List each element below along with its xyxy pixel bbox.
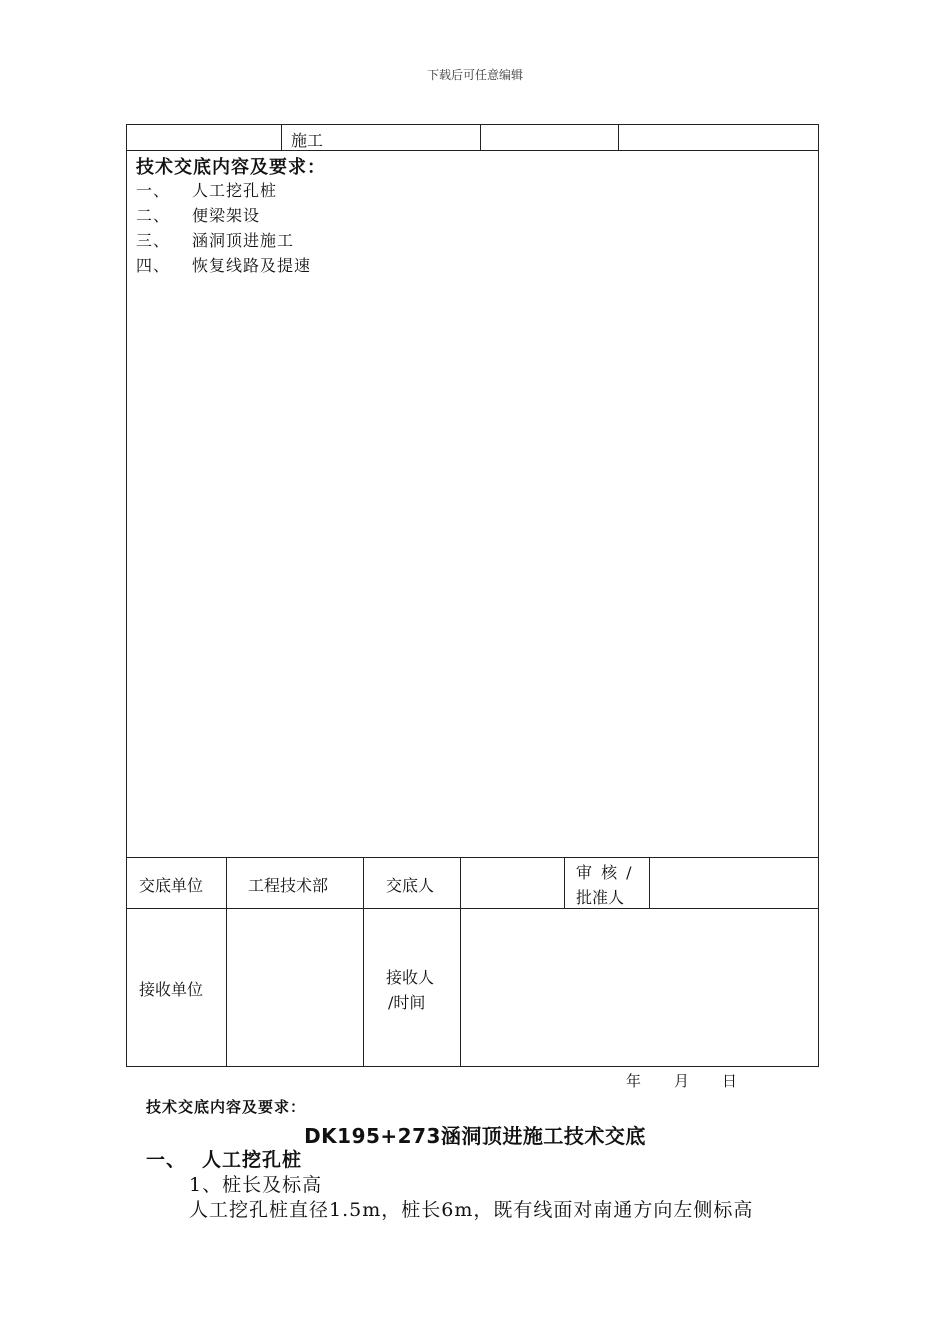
handover-unit-value: 工程技术部 xyxy=(248,876,329,895)
section-title: 人工挖孔桩 xyxy=(202,1149,303,1171)
requirements-title: 技术交底内容及要求： xyxy=(136,157,326,178)
approve-label-line2: 批准人 xyxy=(576,888,625,907)
document-title: DK195+273涵洞顶进施工技术交底 xyxy=(304,1124,646,1148)
date-year: 年 xyxy=(626,1072,642,1090)
receiver-label-line2: /时间 xyxy=(388,993,426,1012)
requirement-text: 涵洞顶进施工 xyxy=(192,231,295,250)
requirement-text: 恢复线路及提速 xyxy=(192,256,312,275)
requirement-number: 二、 xyxy=(136,206,171,225)
requirement-item xyxy=(136,228,294,251)
section-number: 一、 xyxy=(146,1149,187,1171)
requirement-item xyxy=(136,253,311,276)
receiver-label-line1: 接收人 xyxy=(386,968,435,987)
date-row xyxy=(626,1070,737,1091)
approve-label-line1: 审 核 / xyxy=(576,863,634,882)
requirement-number: 一、 xyxy=(136,181,171,200)
receive-unit-label: 接收单位 xyxy=(139,980,204,999)
section-heading xyxy=(146,1145,302,1172)
handover-person-label: 交底人 xyxy=(386,876,435,895)
date-day: 日 xyxy=(722,1072,738,1090)
requirement-item xyxy=(136,203,260,226)
body-paragraph: 人工挖孔桩直径1.5m，桩长6m，既有线面对南通方向左侧标高 xyxy=(189,1199,754,1221)
handover-unit-label: 交底单位 xyxy=(139,876,204,895)
header-note: 下载后可任意编辑 xyxy=(426,68,523,82)
requirement-text: 人工挖孔桩 xyxy=(192,181,278,200)
requirement-text: 便梁架设 xyxy=(192,206,261,225)
top-row-cell-construction: 施工 xyxy=(291,131,324,150)
requirement-item xyxy=(136,178,277,201)
bottom-subtitle: 技术交底内容及要求： xyxy=(146,1098,307,1116)
requirement-number: 四、 xyxy=(136,256,171,275)
sub-item-heading: 1、桩长及标高 xyxy=(189,1174,323,1196)
date-month: 月 xyxy=(674,1072,690,1090)
requirement-number: 三、 xyxy=(136,231,171,250)
